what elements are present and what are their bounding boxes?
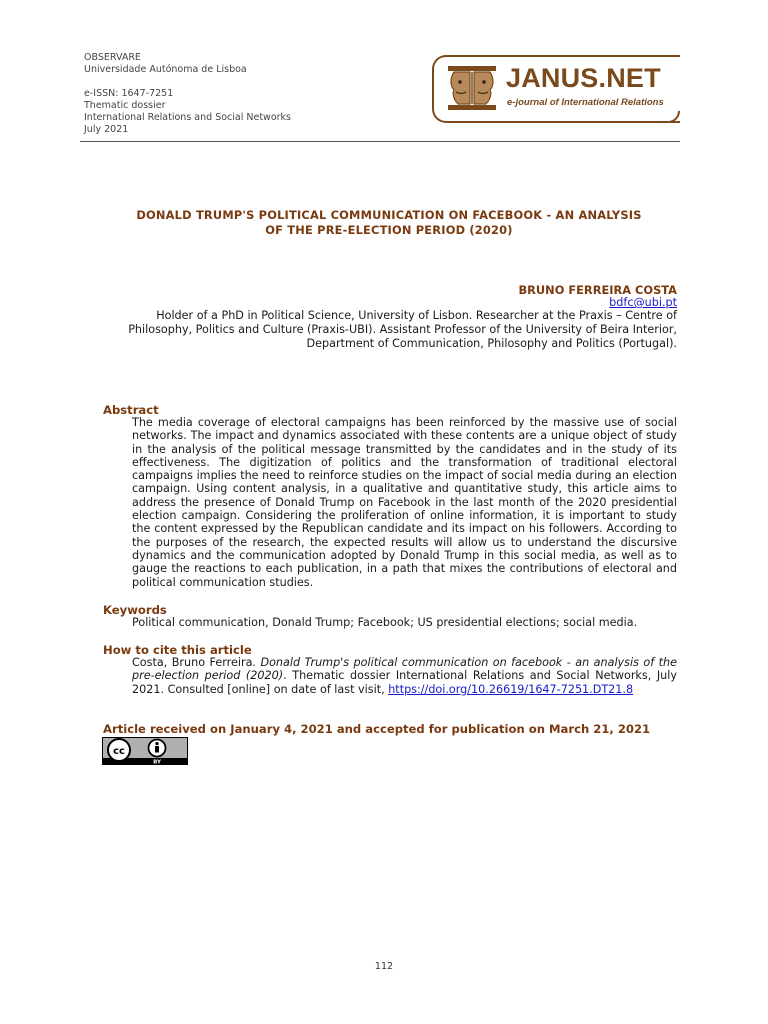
citation-text xyxy=(132,656,677,696)
received-notice: Article received on January 4, 2021 and accepted for publication on March 21, 2021 xyxy=(103,722,651,736)
dossier-title: International Relations and Social Networks xyxy=(84,112,291,123)
citation-author: Costa, Bruno Ferreira. xyxy=(132,656,261,669)
publisher-info xyxy=(84,52,247,76)
journal-title: JANUS.NET xyxy=(506,63,661,93)
keywords-heading: Keywords xyxy=(103,603,167,617)
issue-info xyxy=(84,88,291,136)
keywords-text: Political communication, Donald Trump; Facebook; US presidential elections; social media. xyxy=(132,616,638,629)
dossier-type: Thematic dossier xyxy=(84,100,166,111)
author-email-link[interactable]: bdfc@ubi.pt xyxy=(609,296,677,309)
article-title xyxy=(92,208,686,238)
author-name: BRUNO FERREIRA COSTA xyxy=(518,283,677,297)
page-number: 112 xyxy=(374,961,394,972)
article-title-line: DONALD TRUMP'S POLITICAL COMMUNICATION ON FACEBOOK - AN ANALYSIS xyxy=(136,208,642,222)
header-divider xyxy=(80,141,680,142)
janus-faces-icon xyxy=(446,64,498,112)
issn: e-ISSN: 1647-7251 xyxy=(84,88,174,99)
journal-subtitle: e-journal of International Relations xyxy=(507,97,664,108)
author-bio: Holder of a PhD in Political Science, University of Lisbon. Researcher at the Praxis – Centre of Philosophy, Politics and Culture (Praxis-UBI). Assistant Professor of the University of Beira Interior, Department of Communication, Philosophy and Politics (Portugal). xyxy=(128,309,677,351)
citation-doi-link[interactable]: https://doi.org/10.26619/1647-7251.DT21.8 xyxy=(388,682,634,696)
license-label: BY xyxy=(153,759,161,765)
citation-title: Donald Trump's political communication on facebook - an analysis of the pre-election period (2020) xyxy=(132,656,678,683)
citation-heading: How to cite this article xyxy=(103,643,252,657)
article-title-line: OF THE PRE-ELECTION PERIOD (2020) xyxy=(265,223,513,237)
abstract-text: The media coverage of electoral campaigns has been reinforced by the massive use of social networks. The impact and dynamics associated with these contents are a unique object of study in the analysis of the political message transmitted by the candidates and in the study of its effectiveness. The digitization of politics and the transformation of traditional electoral campaigns implies the need to reinforce studies on the impact of social media during an election campaign. Using content analysis, in a qualitative and quantitative study, this article aims to address the presence of Donald Trump on Facebook in the last month of the 2020 presidential election campaign. Considering the proliferation of online information, it is important to study the content expressed by the Republican candidate and its impact on his followers. According to the purposes of the research, the expected results will allow us to understand the discursive dynamics and the communication adopted by Donald Trump in this social media, as well as to gauge the reactions to each publication, in a path that mixes the contributions of electoral and political communication studies. xyxy=(132,416,677,589)
issue-date: July 2021 xyxy=(84,124,129,135)
publisher-name: OBSERVARE xyxy=(84,52,141,63)
abstract-heading: Abstract xyxy=(103,403,159,417)
svg-text:cc: cc xyxy=(113,746,125,757)
creative-commons-by-icon[interactable] xyxy=(102,737,188,765)
university-name: Universidade Autónoma de Lisboa xyxy=(84,64,247,75)
citation-details: . Thematic dossier International Relations and Social Networks, July 2021. Consulted [online] on date of last visit, xyxy=(132,669,677,696)
